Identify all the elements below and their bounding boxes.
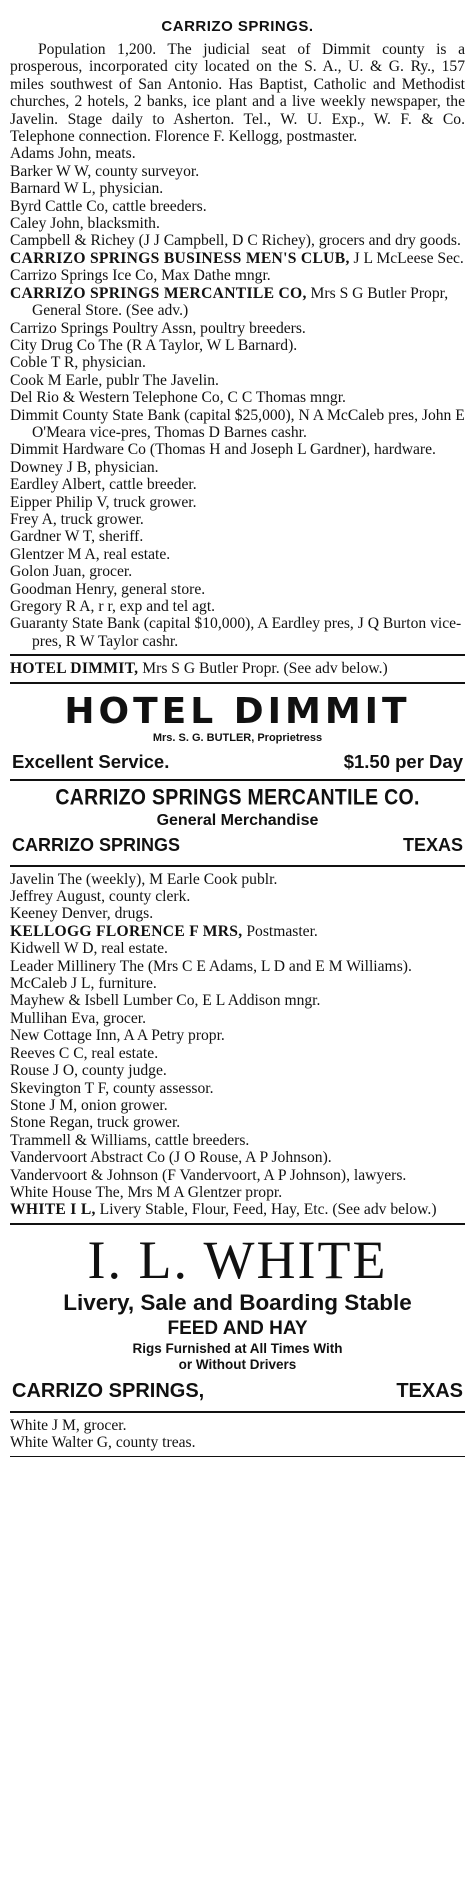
listing-entry [10,198,465,215]
listing-text: Vandervoort Abstract Co (J O Rouse, A P Johnson). [10,1149,332,1167]
listing-entry [10,1184,465,1201]
listing-text: Glentzer M A, real estate. [10,545,171,563]
listing-entry [10,581,465,598]
listing-entry [10,372,465,389]
listing-name-bold: WHITE I L, [10,1201,96,1219]
divider [10,1411,465,1413]
listing-entry [10,546,465,563]
ad-footer-row [10,831,465,861]
listing-text: Barnard W L, physician. [10,180,164,198]
listing-entry [10,1010,465,1027]
divider [10,682,465,684]
listing-text: Rouse J O, county judge. [10,1062,167,1080]
listing-text: Frey A, truck grower. [10,510,144,528]
divider [10,1456,465,1457]
listing-text: Trammell & Williams, cattle breeders. [10,1131,250,1149]
listing-entry [10,389,465,406]
listing-entry [10,1045,465,1062]
listing-text: Campbell & Richey (J J Campbell, D C Richey), grocers and dry goods. [10,232,461,250]
listing-text: Del Rio & Western Telephone Co, C C Thomas mngr. [10,389,346,407]
listing-entry [10,905,465,922]
listing-text: Dimmit County State Bank (capital $25,000), N A McCaleb pres, John E O'Meara vice-pres, Thomas D Barnes cashr. [10,406,465,441]
listing-entry [10,1167,465,1184]
ad-rigs-line2: or Without Drivers [178,1356,297,1372]
ad-footer-row [10,745,465,775]
listing-text: Mrs S G Butler Propr, General Store. (See adv.) [32,284,449,320]
listing-entry [10,1132,465,1149]
listing-group-a [10,145,465,650]
listing-text: Goodman Henry, general store. [10,580,206,598]
listing-entry [10,337,465,354]
listing-group-c [10,1417,465,1452]
listing-text: Adams John, meats. [10,145,136,163]
listing-entry [10,232,465,249]
listing-entry [10,145,465,162]
listing-entry [10,1417,465,1434]
listing-entry [10,563,465,580]
listing-text: Eardley Albert, cattle breeder. [10,476,197,494]
listing-entry [10,215,465,232]
listing-entry [10,1149,465,1166]
ad-title: CARRIZO SPRINGS MERCANTILE CO. [55,785,420,810]
ad-city: CARRIZO SPRINGS [12,834,181,855]
divider [10,654,465,656]
listing-entry [10,1097,465,1114]
listing-text: Coble T R, physician. [10,354,146,372]
listing-text: Caley John, blacksmith. [10,215,160,233]
directory-page [10,10,465,1461]
listing-text: Skevington T F, county assessor. [10,1079,214,1097]
listing-entry-hotel-dimmit: HOTEL DIMMIT, Mrs S G Butler Propr. (See adv below.) [10,660,388,678]
ad-proprietor: Mrs. S. G. BUTLER, Proprietress [152,731,323,744]
divider [10,1223,465,1225]
listing-text: Kidwell W D, real estate. [10,940,168,958]
listing-text: Livery Stable, Flour, Feed, Hay, Etc. (See adv below.) [95,1201,437,1219]
divider [10,865,465,867]
listing-entry [10,923,465,940]
ad-il-white [10,1231,465,1407]
listing-text: City Drug Co The (R A Taylor, W L Barnard). [10,336,298,354]
listing-text: Javelin The (weekly), M Earle Cook publr. [10,870,278,888]
ad-rate: $1.50 per Day [343,750,463,772]
listing-entry [10,320,465,337]
listing-entry [10,407,465,442]
listing-name-bold: KELLOGG FLORENCE F MRS, [10,922,243,940]
listing-entry [10,1062,465,1079]
listing-entry [10,528,465,545]
listing-name-bold: CARRIZO SPRINGS MERCANTILE CO, [10,284,307,302]
listing-entry [10,888,465,905]
listing-text: Barker W W, county surveyor. [10,162,200,180]
listing-text: Stone Regan, truck grower. [10,1114,181,1132]
ad-subtitle: General Merchandise [156,811,319,829]
listing-entry [10,598,465,615]
listing-entry [10,459,465,476]
listing-entry [10,871,465,888]
listing-text: Cook M Earle, publr The Javelin. [10,371,219,389]
listing-entry [10,250,465,267]
listing-entry [10,992,465,1009]
listing-text: Carrizo Springs Ice Co, Max Dathe mngr. [10,267,271,285]
listing-entry [10,615,465,650]
listing-text: Byrd Cattle Co, cattle breeders. [10,197,207,215]
listing-entry [10,940,465,957]
ad-service: Excellent Service. [12,750,170,772]
listing-text: Dimmit Hardware Co (Thomas H and Joseph L Gardner), hardware. [10,441,436,459]
listing-text: Leader Millinery The (Mrs C E Adams, L D and E M Williams). [10,957,412,975]
listing-text: White J M, grocer. [10,1416,127,1434]
ad-state: TEXAS [402,834,463,855]
listing-group-b [10,871,465,1219]
listing-entry [10,441,465,458]
listing-text: Gregory R A, r r, exp and tel agt. [10,598,216,615]
listing-text: Downey J B, physician. [10,458,159,476]
listing-text: J L McLeese Sec. [349,249,464,267]
section-heading: CARRIZO SPRINGS. [161,18,314,35]
listing-entry [10,511,465,528]
listing-text: Jeffrey August, county clerk. [10,888,191,906]
listing-entry [10,1027,465,1044]
listing-entry [10,1114,465,1131]
listing-entry [10,354,465,371]
listing-entry [10,476,465,493]
listing-text: Gardner W T, sheriff. [10,528,144,546]
ad-title: HOTEL DIMMIT [64,690,411,732]
listing-entry [10,958,465,975]
ad-footer-row [10,1373,465,1407]
listing-text: Postmaster. [242,922,318,940]
listing-name-bold: CARRIZO SPRINGS BUSINESS MEN'S CLUB, [10,249,350,267]
ad-rigs-line1: Rigs Furnished at All Times With [132,1340,343,1356]
ad-city: CARRIZO SPRINGS, [12,1379,205,1402]
listing-text: Reeves C C, real estate. [10,1044,159,1062]
ad-feed: FEED AND HAY [167,1317,308,1339]
listing-entry [10,163,465,180]
divider [10,779,465,781]
listing-text: Eipper Philip V, truck grower. [10,493,197,511]
town-description: Population 1,200. The judicial seat of Dimmit county is a prosperous, incorporated city located on the S. A., U. & G. Ry., 157 miles southwest of San Antonio. Has Baptist, Catholic and Methodist churches, 2 hotels, 2 banks, ice plant and a live weekly newspaper, the Javelin. Stage daily to Asherton. Tel., W. U. Exp., W. F. & Co. Telephone connection. Florence F. Kellogg, postmaster. [10,41,465,146]
listing-entry [10,494,465,511]
listing-text: White House The, Mrs M A Glentzer propr. [10,1183,283,1201]
ad-title: I. L. WHITE [87,1229,388,1290]
listing-entry [10,1201,465,1218]
listing-text: Mayhew & Isbell Lumber Co, E L Addison mngr. [10,992,321,1010]
listing-entry [10,1434,465,1451]
listing-text: New Cottage Inn, A A Petry propr. [10,1027,225,1045]
ad-services: Livery, Sale and Boarding Stable [63,1289,412,1315]
listing-text: Keeney Denver, drugs. [10,905,154,923]
ad-state: TEXAS [396,1379,463,1402]
listing-entry [10,180,465,197]
listing-entry [10,1080,465,1097]
listing-text: Guaranty State Bank (capital $10,000), A Eardley pres, J Q Burton vice-pres, R W Taylor cashr. [10,615,462,650]
listing-entry [10,285,465,320]
ad-hotel-dimmit [10,692,465,775]
listing-text: Golon Juan, grocer. [10,563,133,581]
listing-text: Mullihan Eva, grocer. [10,1009,146,1027]
ad-mercantile [10,785,465,861]
listing-entry [10,975,465,992]
listing-text: White Walter G, county treas. [10,1434,196,1452]
listing-text: Vandervoort & Johnson (F Vandervoort, A P Johnson), lawyers. [10,1166,407,1184]
listing-text: McCaleb J L, furniture. [10,975,157,993]
listing-text: Stone J M, onion grower. [10,1096,168,1114]
listing-text: Carrizo Springs Poultry Assn, poultry breeders. [10,319,306,337]
listing-entry [10,267,465,284]
